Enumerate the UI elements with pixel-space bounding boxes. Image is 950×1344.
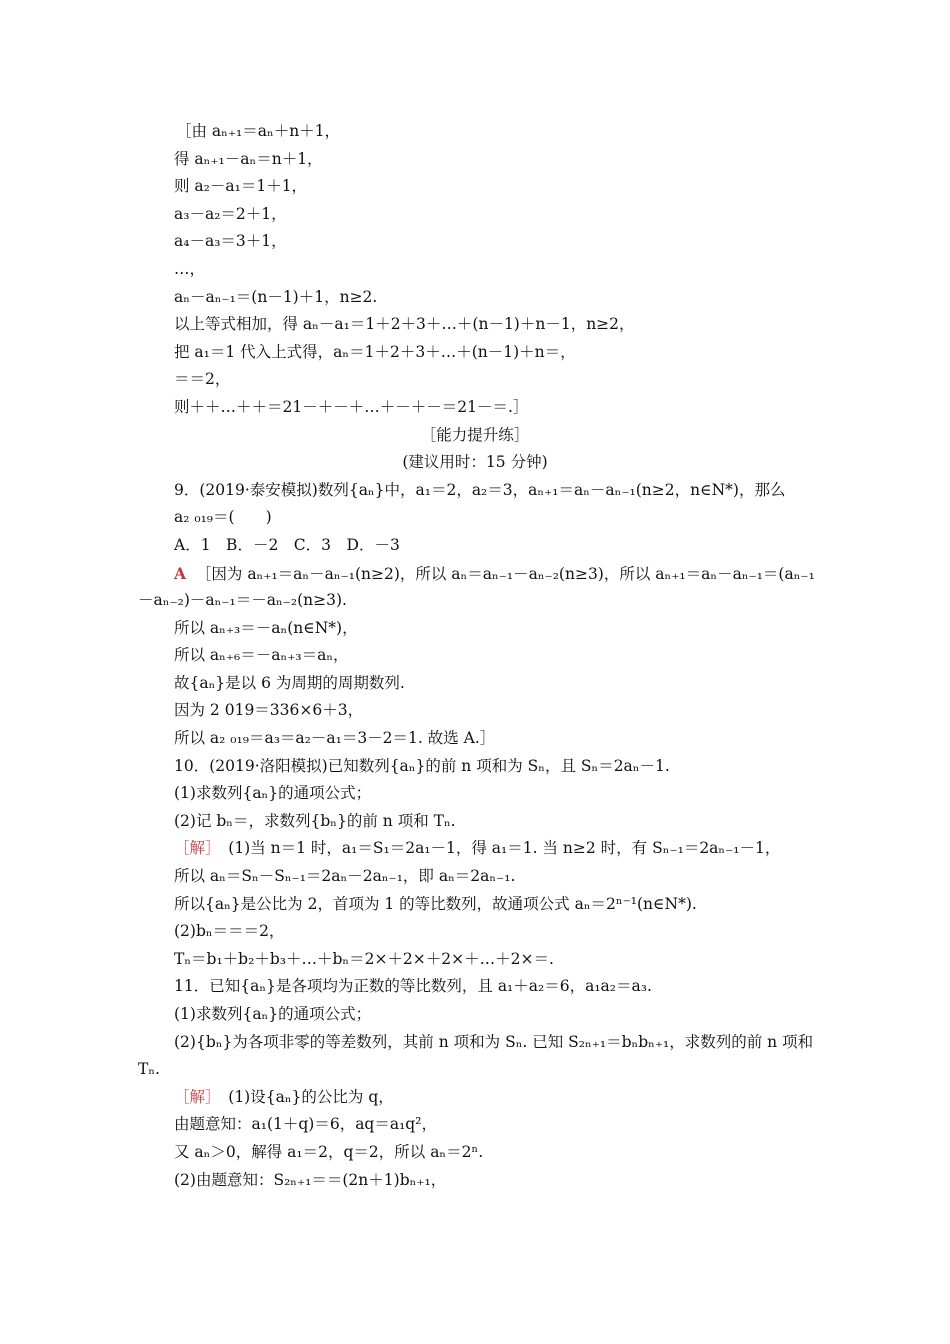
line-text: －aₙ₋₂)－aₙ₋₁＝－aₙ₋₂(n≥3).	[138, 591, 347, 610]
text-line	[174, 615, 814, 643]
line-text: Tₙ＝b₁＋b₂＋b₃＋…＋bₙ＝2×＋2×＋2×＋…＋2×＝.	[174, 949, 554, 968]
text-line	[174, 808, 814, 836]
line-text: ［因为 aₙ₊₁＝aₙ－aₙ₋₁(n≥2)，所以 aₙ＝aₙ₋₁－aₙ₋₂(n≥3)，所以 aₙ₊₁＝aₙ－aₙ₋₁＝(aₙ₋₁	[195, 564, 815, 583]
line-text: 把 a₁＝1 代入上式得，aₙ＝1＋2＋3＋…＋(n－1)＋n＝，	[174, 342, 576, 361]
line-text: a₃－a₂＝2＋1，	[174, 204, 287, 223]
line-text: 所以{aₙ}是公比为 2，首项为 1 的等比数列，故通项公式 aₙ＝2ⁿ⁻¹(n∈N*).	[174, 894, 697, 913]
line-text: a₂ ₀₁₉＝( )	[174, 508, 272, 527]
line-text: 所以 aₙ＝Sₙ－Sₙ₋₁＝2aₙ－2aₙ₋₁，即 aₙ＝2aₙ₋₁.	[174, 867, 516, 886]
line-text: 故{aₙ}是以 6 为周期的周期数列.	[174, 673, 405, 692]
text-line	[174, 173, 814, 201]
line-text: A．1 B．－2 C．3 D．－3	[174, 535, 400, 554]
solution-line	[174, 835, 814, 863]
line-text: (2)记 bₙ＝，求数列{bₙ}的前 n 项和 Tₙ.	[174, 811, 456, 830]
text-line	[174, 670, 814, 698]
text-line	[174, 532, 814, 560]
text-line	[174, 946, 814, 974]
line-text: 得 aₙ₊₁－aₙ＝n＋1，	[174, 149, 323, 168]
text-line	[174, 725, 814, 753]
text-line-continuation	[138, 587, 814, 615]
text-line-continuation	[138, 1056, 814, 1084]
document-body	[138, 118, 815, 1194]
text-line	[174, 697, 814, 725]
text-line	[174, 201, 814, 229]
text-line	[174, 973, 814, 1001]
line-text: (1)求数列{aₙ}的通项公式；	[174, 1005, 372, 1023]
text-line	[174, 1029, 814, 1057]
line-text: 9．(2019·泰安模拟)数列{aₙ}中，a₁＝2，a₂＝3，aₙ₊₁＝aₙ－aₙ₋₁(n≥2，n∈N*)，那么	[174, 480, 786, 499]
line-text: ＝＝2，	[174, 370, 231, 389]
line-text: (1)设{aₙ}的公比为 q，	[212, 1087, 394, 1106]
solution-label: ［解］	[174, 839, 213, 858]
answer-line	[174, 560, 814, 588]
text-line	[174, 1167, 814, 1195]
line-text: 所以 a₂ ₀₁₉＝a₃＝a₂－a₁＝3－2＝1. 故选 A.］	[174, 729, 496, 748]
text-line	[174, 642, 814, 670]
text-line	[174, 228, 814, 256]
section-heading	[0, 449, 950, 477]
line-text: (2)bₙ＝＝＝2，	[174, 922, 285, 941]
line-text: 又 aₙ＞0，解得 a₁＝2，q＝2，所以 aₙ＝2ⁿ.	[174, 1142, 484, 1161]
text-line	[174, 256, 814, 284]
line-text: 11．已知{aₙ}是各项均为正数的等比数列，且 a₁＋a₂＝6，a₁a₂＝a₃.	[174, 977, 652, 996]
line-text: a₄－a₃＝3＋1，	[174, 232, 287, 251]
solution-line	[174, 1084, 814, 1112]
line-text: 所以 aₙ₊₃＝－aₙ(n∈N*)，	[174, 618, 358, 637]
text-line	[174, 284, 814, 312]
text-line	[174, 863, 814, 891]
text-line	[174, 1111, 814, 1139]
line-text: (1)求数列{aₙ}的通项公式；	[174, 784, 372, 803]
text-line	[174, 366, 814, 394]
line-text: (2)由题意知：S₂ₙ₊₁＝＝(2n＋1)bₙ₊₁，	[174, 1170, 447, 1189]
line-text: ［由 aₙ₊₁＝aₙ＋n＋1，	[176, 122, 341, 140]
line-text: 10．(2019·洛阳模拟)已知数列{aₙ}的前 n 项和为 Sₙ，且 Sₙ＝2aₙ－1.	[174, 756, 670, 775]
answer-letter: A	[174, 563, 187, 583]
text-line	[174, 1001, 814, 1029]
line-text: 则＋＋…＋＋＝21－＋－＋…＋－＋－＝21－＝.］	[174, 397, 529, 416]
text-line	[174, 394, 814, 422]
section-heading	[0, 422, 950, 450]
text-line	[174, 477, 814, 505]
solution-label: ［解］	[174, 1087, 213, 1106]
text-line	[174, 504, 814, 532]
line-text: …，	[174, 259, 206, 278]
line-text: 则 a₂－a₁＝1＋1，	[174, 177, 308, 196]
text-line	[174, 311, 814, 339]
line-text: 所以 aₙ₊₆＝－aₙ₊₃＝aₙ，	[174, 646, 349, 665]
text-line	[174, 146, 814, 174]
line-text: 由题意知：a₁(1＋q)＝6，aq＝a₁q²，	[174, 1115, 437, 1134]
line-text: 因为 2 019＝336×6＋3，	[174, 701, 364, 720]
line-text: 以上等式相加，得 aₙ－a₁＝1＋2＋3＋…＋(n－1)＋n－1，n≥2，	[174, 315, 635, 334]
text-line	[174, 891, 814, 919]
text-line	[174, 780, 814, 808]
line-text: (1)当 n＝1 时，a₁＝S₁＝2a₁－1，得 a₁＝1. 当 n≥2 时，有 Sₙ₋₁＝2aₙ₋₁－1，	[212, 839, 781, 858]
line-text: (建议用时：15 分钟)	[402, 453, 548, 472]
text-line	[174, 118, 814, 146]
line-text: aₙ－aₙ₋₁＝(n－1)＋1，n≥2.	[174, 287, 378, 306]
text-line	[174, 753, 814, 781]
text-line	[174, 339, 814, 367]
line-text: Tₙ.	[138, 1060, 160, 1079]
line-text: ［能力提升练］	[420, 425, 530, 444]
line-text: (2){bₙ}为各项非零的等差数列，其前 n 项和为 Sₙ. 已知 S₂ₙ₊₁＝bₙbₙ₊₁，求数列的前 n 项和	[174, 1032, 814, 1051]
text-line	[174, 918, 814, 946]
text-line	[174, 1139, 814, 1167]
